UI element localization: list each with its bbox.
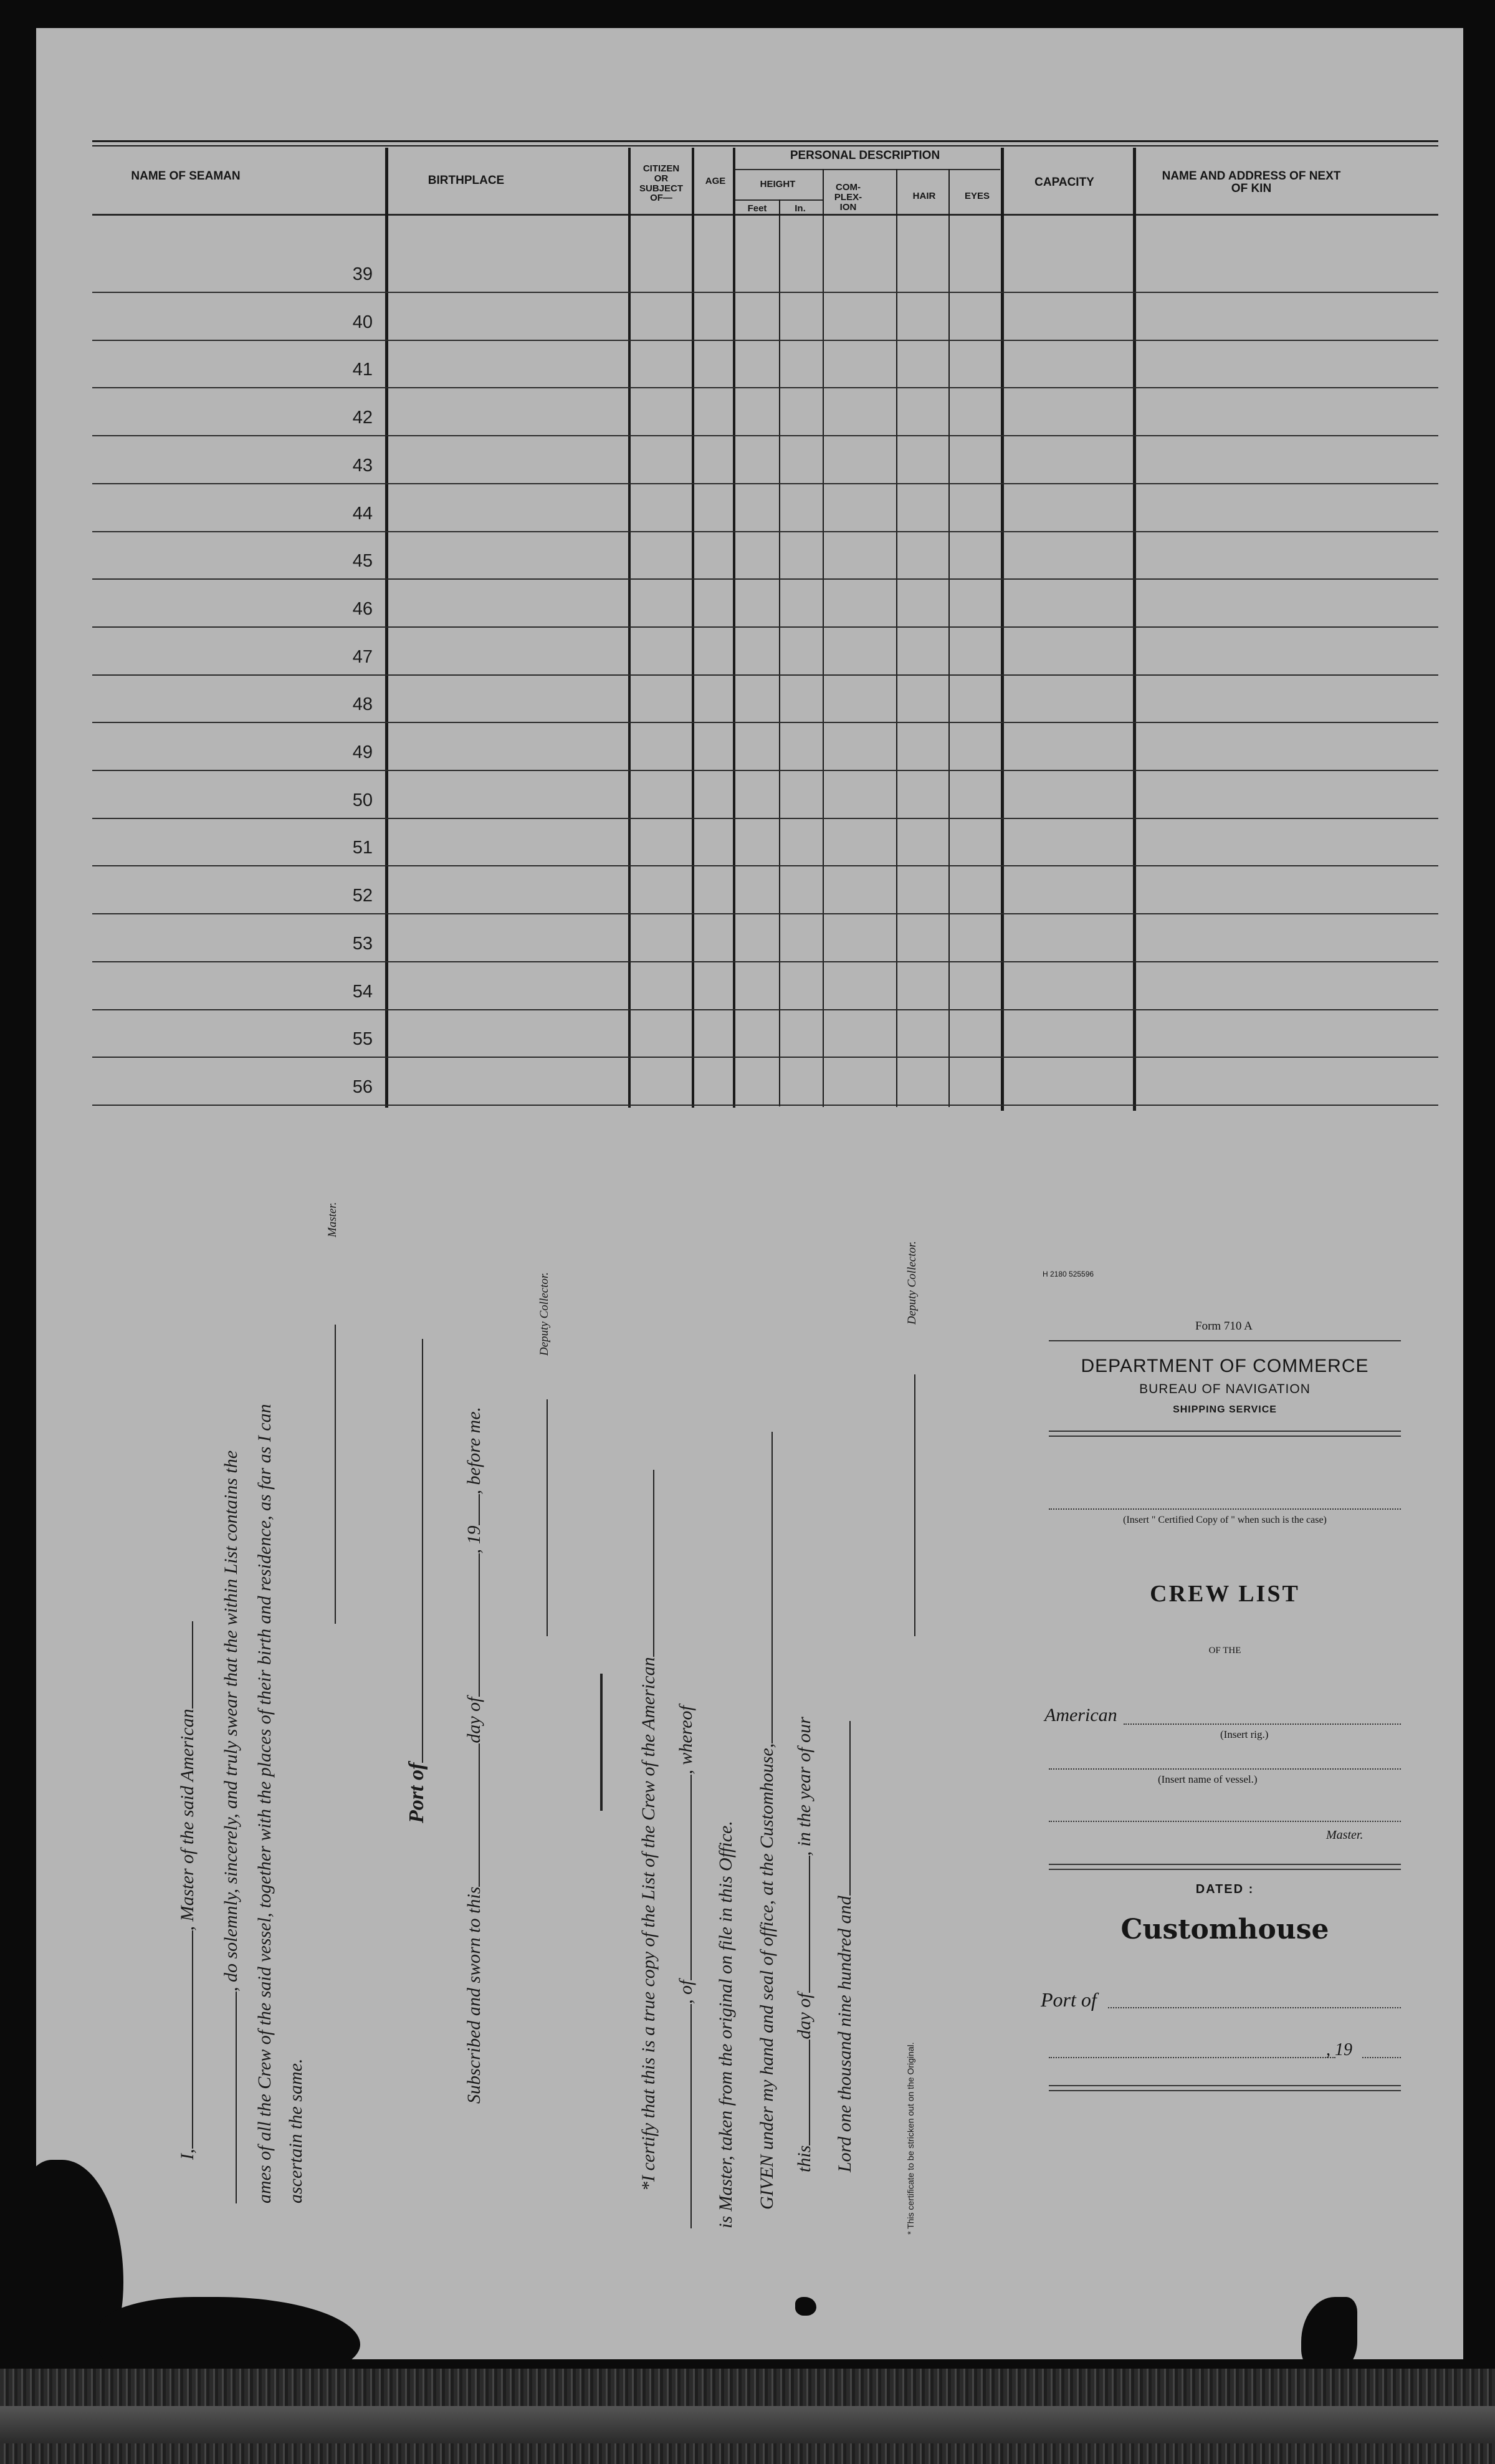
table-row <box>92 674 1438 676</box>
port-of-field <box>1108 2007 1401 2008</box>
row-number: 39 <box>352 264 373 284</box>
row-number: 42 <box>352 408 373 428</box>
subscribed-line: Subscribed and sworn to thisday of, 19, before me. <box>460 1407 485 2104</box>
certificate-footnote: * This certificate to be stricken out on the Original. <box>905 2042 915 2235</box>
certificate-line-4: GIVEN under my hand and seal of office, at the Customhouse, <box>753 1432 778 2210</box>
header-feet: Feet <box>747 203 767 214</box>
header-next-of-kin: NAME AND ADDRESS OF NEXT OF KIN <box>1162 170 1341 195</box>
row-number: 53 <box>352 933 373 954</box>
table-row <box>92 1009 1438 1010</box>
header-inches: In. <box>795 203 806 214</box>
cover-rule-2a <box>1049 1431 1401 1432</box>
port-of-line: Port of <box>401 1339 429 1823</box>
col-rule-inches <box>823 169 824 1107</box>
customhouse-title: Customhouse <box>1120 1914 1329 1945</box>
print-code: H 2180 525596 <box>1043 1270 1094 1278</box>
table-row <box>92 1105 1438 1106</box>
table-row <box>92 626 1438 628</box>
table-row <box>92 578 1438 580</box>
dated-label: DATED : <box>1195 1882 1254 1896</box>
oath-line-1: I,, Master of the said American <box>173 1621 198 2160</box>
certificate-line-5: thisday of, in the year of our <box>790 1717 815 2172</box>
row-number: 51 <box>352 838 373 858</box>
american-rig-field <box>1124 1723 1401 1725</box>
master-label: Master. <box>1326 1828 1364 1842</box>
col-rule-hair <box>948 169 950 1107</box>
date-field <box>1049 2057 1335 2058</box>
port-of-label: Port of <box>1041 1988 1097 2011</box>
table-top-rule-2 <box>92 145 1438 146</box>
paper-tear-bottom-left <box>98 2297 360 2359</box>
table-top-rule <box>92 140 1438 142</box>
american-label: American <box>1044 1705 1117 1725</box>
bureau-title: BUREAU OF NAVIGATION <box>1139 1382 1311 1396</box>
certificate-line-1: *I certify that this is a true copy of the List of the Crew of the American <box>634 1470 659 2191</box>
header-birthplace: BIRTHPLACE <box>427 174 505 187</box>
of-the-label: OF THE <box>1208 1646 1241 1656</box>
cover-rule-4a <box>1049 1864 1401 1865</box>
certificate-line-2: , of, whereof <box>672 1705 697 2228</box>
service-title: SHIPPING SERVICE <box>1173 1404 1277 1415</box>
row-number: 54 <box>352 981 373 1002</box>
header-personal-description: PERSONAL DESCRIPTION <box>790 149 940 162</box>
row-number: 41 <box>352 360 373 380</box>
row-number: 46 <box>352 598 373 619</box>
oath-line-4: ascertain the same. <box>285 2058 306 2203</box>
insert-certified-note: (Insert " Certified Copy of " when such is the case) <box>1123 1515 1327 1525</box>
cover-rule-1 <box>1049 1340 1401 1341</box>
row-number: 49 <box>352 742 373 762</box>
table-row <box>92 435 1438 436</box>
col-rule-feet <box>779 199 780 1106</box>
table-row <box>92 865 1438 866</box>
year-19-label: , 19 <box>1326 2040 1352 2059</box>
crew-list-title: CREW LIST <box>1150 1581 1300 1607</box>
table-row <box>92 531 1438 532</box>
row-number: 44 <box>352 503 373 524</box>
header-sub-rule-personal <box>735 169 1000 170</box>
header-bottom-rule <box>92 214 1438 216</box>
oath-line-3: ames of all the Crew of the said vessel, together with the places of their birth and residence, as far as I can <box>254 1404 275 2203</box>
row-number: 40 <box>352 312 373 332</box>
certificate-line-6: Lord one thousand nine hundred and <box>831 1721 856 2172</box>
table-row <box>92 387 1438 388</box>
row-number: 48 <box>352 694 373 715</box>
row-number: 50 <box>352 790 373 810</box>
header-complexion: COM- PLEX- ION <box>834 182 862 213</box>
certificate-line-3: is Master, taken from the original on file in this Office. <box>715 1821 736 2228</box>
deputy-collector-line-1: Deputy Collector. <box>535 1272 552 1636</box>
form-number: Form 710 A <box>1195 1320 1253 1333</box>
header-height: HEIGHT <box>760 179 796 189</box>
cover-rule-5a <box>1049 2085 1401 2086</box>
row-number: 45 <box>352 551 373 572</box>
header-citizen: CITIZEN OR SUBJECT OF— <box>639 163 683 204</box>
col-rule-complexion <box>896 169 897 1107</box>
master-signature-line: Master. <box>323 1202 340 1624</box>
table-row <box>92 818 1438 819</box>
row-number: 52 <box>352 886 373 906</box>
document-page <box>36 28 1463 2359</box>
scanner-shadow <box>0 2406 1495 2443</box>
table-row <box>92 913 1438 914</box>
department-title: DEPARTMENT OF COMMERCE <box>1081 1356 1369 1376</box>
insert-rig-note: (Insert rig.) <box>1220 1728 1269 1740</box>
row-number: 47 <box>352 646 373 667</box>
cover-rule-2b <box>1049 1436 1401 1437</box>
cover-rule-3 <box>1049 1508 1401 1510</box>
master-name-field <box>1049 1821 1401 1822</box>
header-name-of-seaman: NAME OF SEAMAN <box>131 170 241 183</box>
vessel-name-field <box>1049 1768 1401 1770</box>
insert-vessel-note: (Insert name of vessel.) <box>1158 1773 1258 1785</box>
deputy-collector-line-2: Deputy Collector. <box>902 1241 919 1636</box>
row-number: 43 <box>352 455 373 476</box>
table-row <box>92 961 1438 962</box>
table-row <box>92 770 1438 771</box>
header-capacity: CAPACITY <box>1034 176 1094 189</box>
cover-rule-4b <box>1049 1869 1401 1870</box>
table-row <box>92 340 1438 341</box>
year-field <box>1362 2057 1401 2058</box>
header-age: AGE <box>705 176 726 186</box>
oath-line-2: , do solemnly, sincerely, and truly swear that the within List contains the <box>217 1450 242 2203</box>
separator-bar <box>600 1674 603 1811</box>
paper-tear-bottom-right <box>1301 2297 1357 2359</box>
row-number: 55 <box>352 1029 373 1050</box>
header-hair: HAIR <box>912 191 936 201</box>
table-row <box>92 1057 1438 1058</box>
header-eyes: EYES <box>964 191 990 201</box>
paper-hole <box>795 2297 816 2316</box>
row-number: 56 <box>352 1076 373 1097</box>
cover-rule-5b <box>1049 2090 1401 2091</box>
table-row <box>92 722 1438 723</box>
table-row <box>92 483 1438 484</box>
table-row <box>92 292 1438 293</box>
